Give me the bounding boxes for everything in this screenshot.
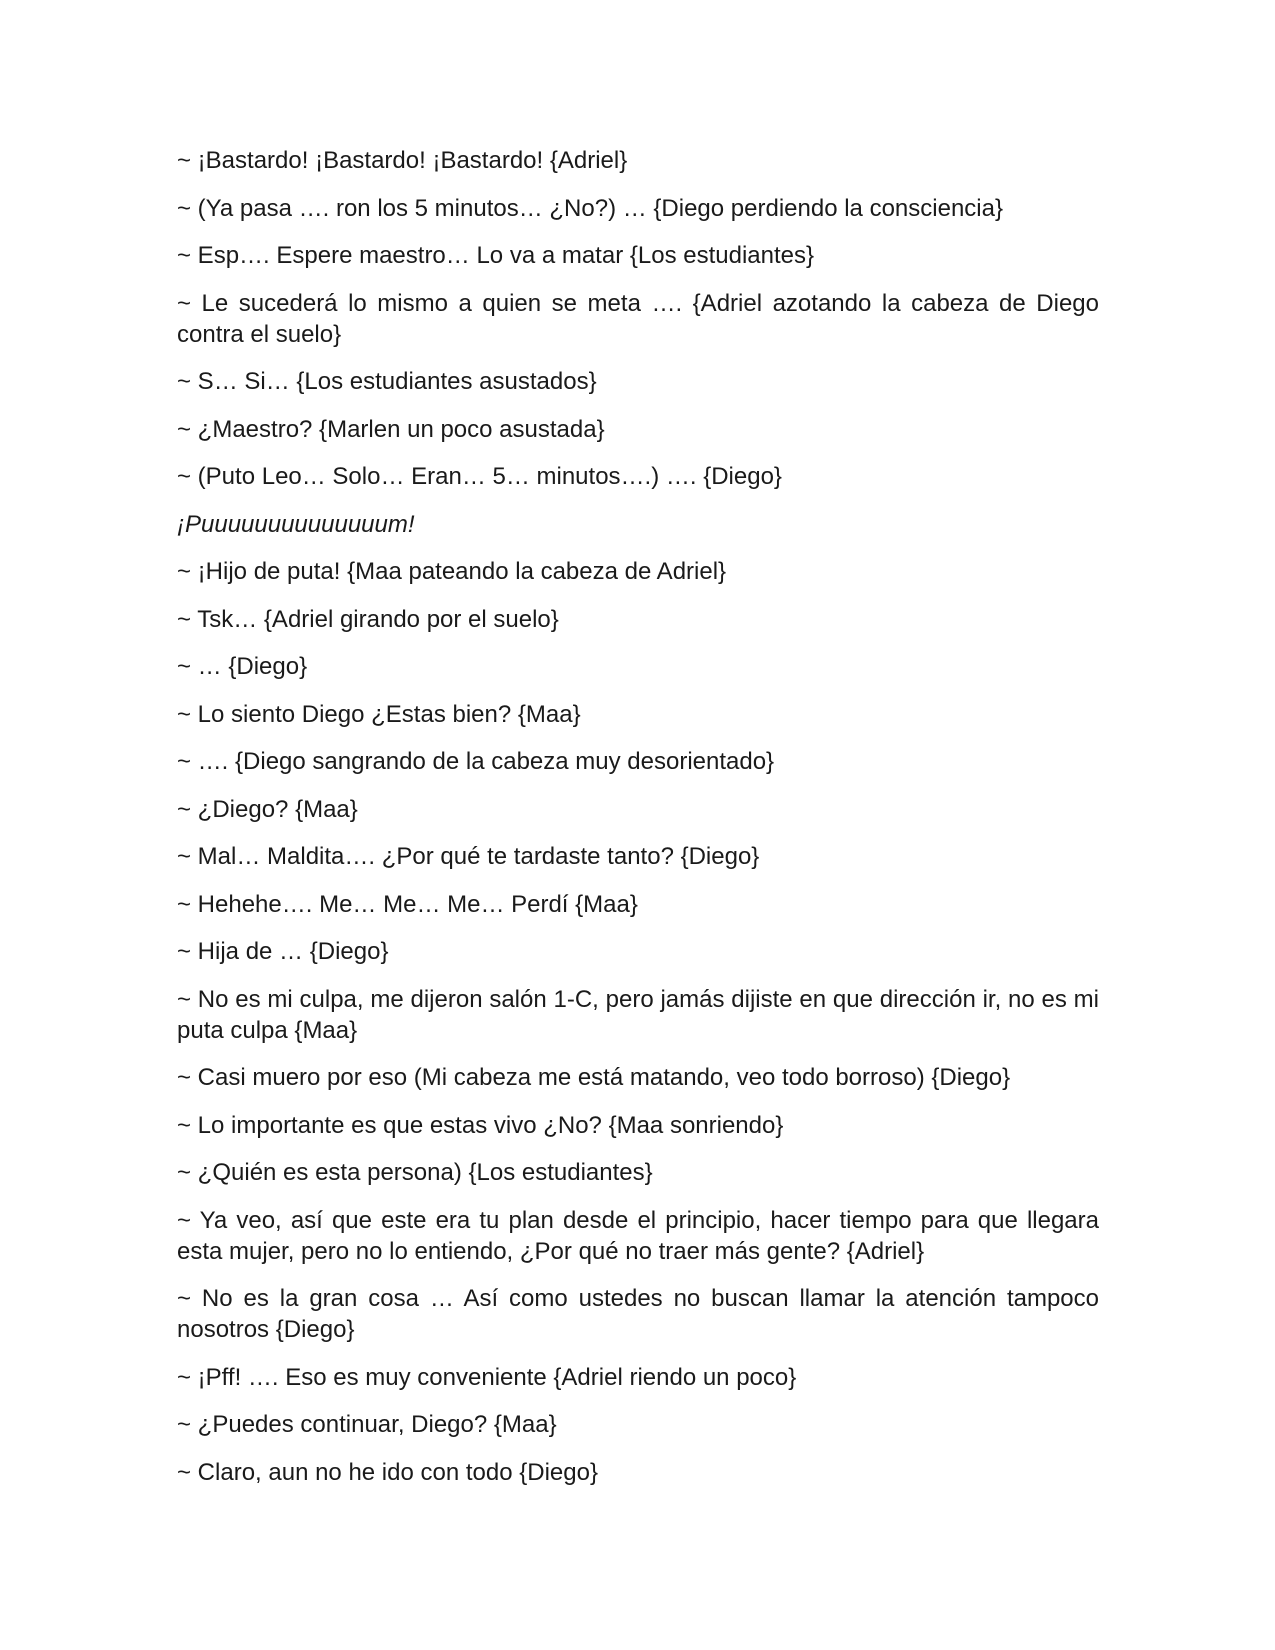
dialogue-line: ~ No es la gran cosa … Así como ustedes no buscan llamar la atención tampoco nosotros {Diego}: [177, 1285, 1099, 1343]
dialogue-line: ~ Hehehe…. Me… Me… Me… Perdí {Maa}: [177, 890, 638, 918]
dialogue-line: ~ ¿Diego? {Maa}: [177, 795, 358, 823]
dialogue-line: ~ Lo importante es que estas vivo ¿No? {Maa sonriendo}: [177, 1111, 784, 1139]
dialogue-line: ~ Le sucederá lo mismo a quien se meta …. {Adriel azotando la cabeza de Diego contra el suelo}: [177, 289, 1099, 348]
dialogue-line: ~ No es mi culpa, me dijeron salón 1-C, pero jamás dijiste en que dirección ir, no es mi puta culpa {Maa}: [177, 985, 1099, 1044]
dialogue-line: ~ …. {Diego sangrando de la cabeza muy desorientado}: [177, 748, 775, 775]
dialogue-line: ~ Mal… Maldita…. ¿Por qué te tardaste tanto? {Diego}: [177, 843, 760, 870]
dialogue-line: ~ ¡Bastardo! ¡Bastardo! ¡Bastardo! {Adriel}: [177, 147, 628, 174]
dialogue-line: ~ Esp…. Espere maestro… Lo va a matar {Los estudiantes}: [177, 242, 815, 269]
dialogue-line: ~ Hija de … {Diego}: [177, 938, 389, 965]
dialogue-line: ~ Tsk… {Adriel girando por el suelo}: [177, 605, 559, 633]
dialogue-line: ~ Claro, aun no he ido con todo {Diego}: [177, 1458, 598, 1486]
dialogue-line: ~ S… Si… {Los estudiantes asustados}: [177, 368, 597, 395]
dialogue-line: ~ ¡Pff! …. Eso es muy conveniente {Adriel riendo un poco}: [177, 1363, 797, 1391]
dialogue-line: ~ Ya veo, así que este era tu plan desde el principio, hacer tiempo para que llegara esta mujer, pero no lo entiendo, ¿Por qué no traer más gente? {Adriel}: [177, 1206, 1099, 1265]
dialogue-line: ~ ¿Quién es esta persona) {Los estudiantes}: [177, 1159, 653, 1186]
dialogue-line: ~ ¿Maestro? {Marlen un poco asustada}: [177, 415, 605, 443]
dialogue-line: ~ Casi muero por eso (Mi cabeza me está matando, veo todo borroso) {Diego}: [177, 1064, 1011, 1091]
sound-effect-line: ¡Puuuuuuuuuuuuuum!: [177, 510, 415, 538]
dialogue-line: ~ ¿Puedes continuar, Diego? {Maa}: [177, 1411, 557, 1438]
dialogue-line: ~ Lo siento Diego ¿Estas bien? {Maa}: [177, 700, 581, 728]
dialogue-line: ~ … {Diego}: [177, 653, 308, 680]
dialogue-text: [177, 145, 1099, 1504]
dialogue-line: ~ ¡Hijo de puta! {Maa pateando la cabeza de Adriel}: [177, 558, 727, 585]
dialogue-line: ~ (Ya pasa …. ron los 5 minutos… ¿No?) … {Diego perdiendo la consciencia}: [177, 194, 1003, 222]
dialogue-line: ~ (Puto Leo… Solo… Eran… 5… minutos….) …. {Diego}: [177, 463, 782, 490]
